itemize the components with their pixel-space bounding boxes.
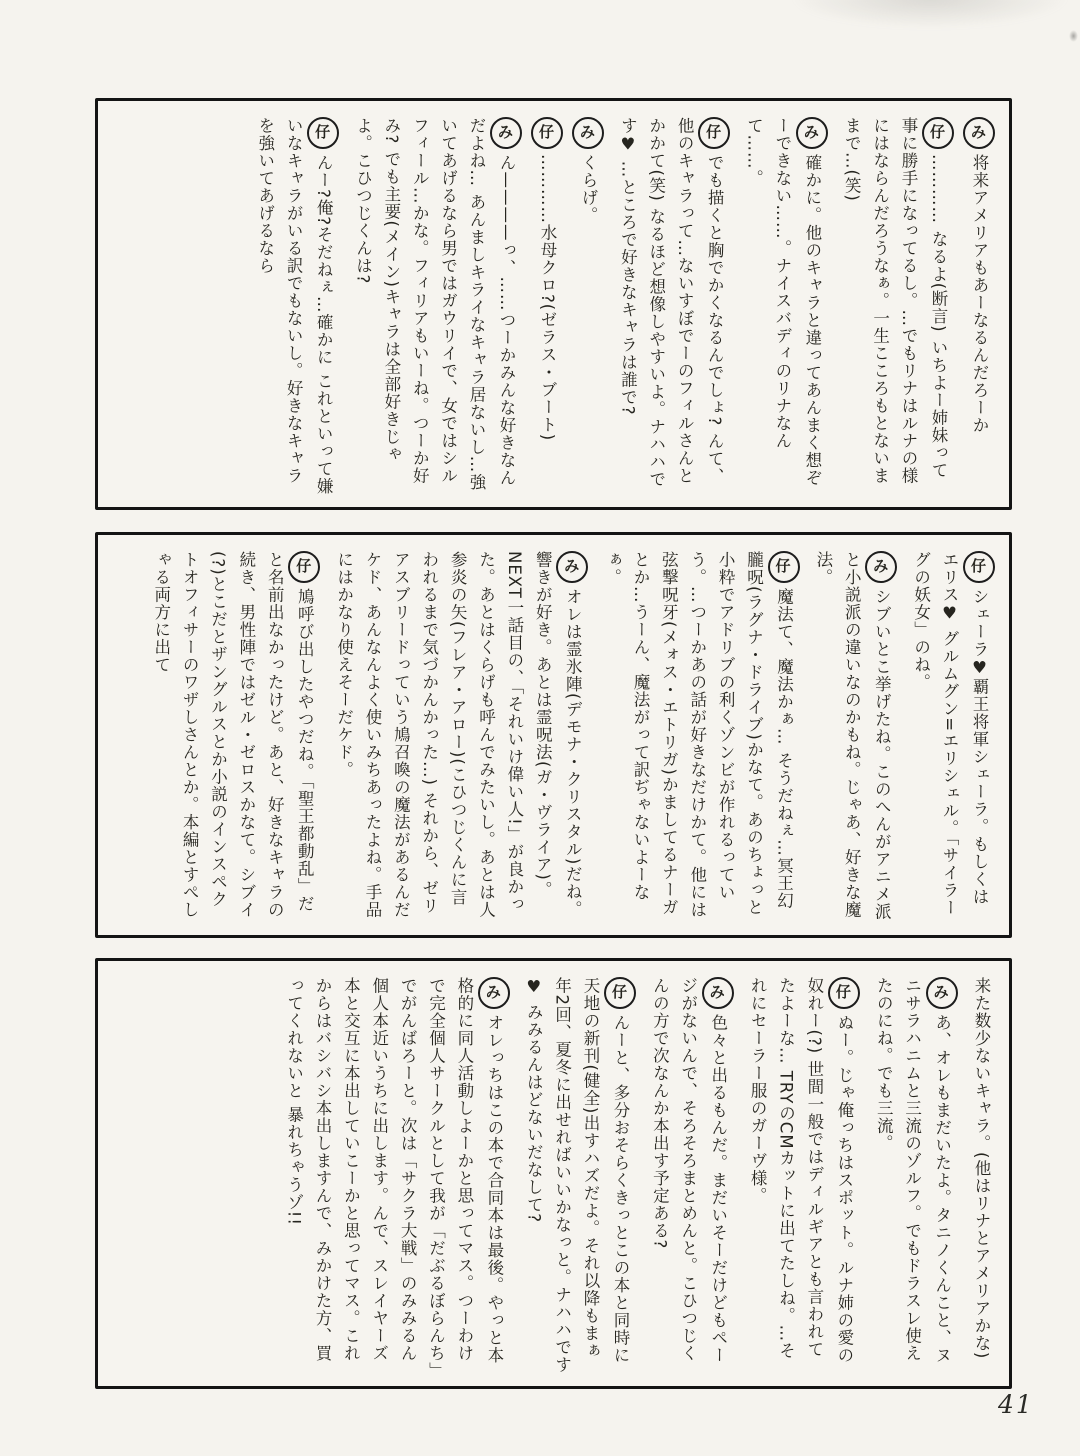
- speech-text: ………… なるよ(断言) いちよー姉妹って事に勝手になってるし。…でもリナはルナの様にはならんだろうなぁ。一生こころもとないままで…(笑): [842, 117, 948, 485]
- speaker-marker: み: [963, 117, 995, 149]
- speech-block: [279, 977, 510, 1374]
- scan-speck: [1069, 30, 1078, 42]
- speech-text: オレは霊氷陣(デモナ・クリスタル)だね。響きが好き。あとは霊呪法(ガ・ヴライア)。NEXT一話目の、「それいけ偉い人!」が良かった。あとはくらげも呼んでみたいし。あとは人参炎の矢(フレア・アロー)(こひつじくんに言われるまで気づかんかった…) それから、ゼリアスブリードっていう鳩召喚の魔法があるんだケド、あんなんよく使いみちあったよね。手品にはかなり使えそーだケド。: [334, 551, 583, 919]
- page-number: 41: [998, 1390, 1034, 1419]
- speaker-marker: 仔: [768, 551, 800, 583]
- speaker-marker: み: [478, 977, 510, 1009]
- speaker-marker: 仔: [531, 117, 563, 149]
- speech-block: [531, 117, 563, 495]
- speech-text: ん————っ、……つーかみんな好きなんだよね… あんましキライなキャラ居ないし…強いてあげるなら男ではガウリイで、女ではシルフィール…かな。フィリアもいーね。つーか好み? でも主要(メイン)キャラは全部好きじゃよ。こひつじくんは?: [353, 117, 516, 491]
- speech-block: [146, 551, 320, 923]
- speech-block: [519, 977, 636, 1374]
- speech-text: でも描くと胸でかくなるんでしょ? んて、他のキャラって…ないすぼでーのフィルさんとかかて(笑) なるほど想像しやすいよ。ナハハです♥ …ところで好きなキャラは誰で?: [618, 117, 725, 489]
- speech-text: んー?俺?そだねぇ…確かに これといって嫌いなキャラがいる訳でもないし。好きなキャラを強いてあげるなら: [255, 117, 334, 495]
- speech-text: 確かに。他のキャラと違ってあんまく想ぞーできない……。ナイスバディのリナなんて……。: [744, 117, 822, 487]
- speech-block: [572, 117, 604, 495]
- speech-text: 色々と出るもんだ。まだいそーだけどもページがないんで、そろそろまとめんと。こひつじくんの方で次なんか本出す予定ある?: [650, 977, 728, 1364]
- speech-text: 来た数少ないキャラ。(他はリナとアメリアかな): [972, 977, 991, 1360]
- speech-text: 将来アメリアもあーなるんだろーか: [970, 154, 989, 434]
- scan-smudge: [790, 0, 1070, 28]
- speech-block: [329, 551, 588, 923]
- speaker-marker: 仔: [307, 117, 339, 149]
- speaker-marker: 仔: [922, 117, 954, 149]
- speaker-marker: み: [926, 977, 958, 1009]
- speech-block: [869, 977, 958, 1374]
- speech-block: [739, 117, 828, 495]
- speaker-marker: 仔: [604, 977, 636, 1009]
- speaker-marker: み: [865, 551, 897, 583]
- speech-block: [906, 551, 995, 923]
- speech-block: [597, 551, 799, 923]
- speech-block: [967, 977, 995, 1374]
- speaker-marker: 仔: [963, 551, 995, 583]
- speaker-marker: み: [572, 117, 604, 149]
- speech-block: [837, 117, 954, 495]
- speech-block: [613, 117, 730, 495]
- speech-text: あ、オレもまだいたよ。タニノくんこと、ヌニサラハニムと三流のゾルフ。でもドラスレ使えたのにね。でも三流。: [874, 977, 952, 1364]
- speech-block: [645, 977, 734, 1374]
- speech-block: [250, 117, 339, 495]
- panel-3: [95, 958, 1012, 1389]
- speech-text: んーと、多分おそらくきっとこの本と同時に天地の新刊(健全)出すハズだよ。それ以降もまぁ年2回、夏冬に出せればいいかなっと。ナハハです♥ みみるんはどないだなして?: [524, 977, 630, 1374]
- speech-block: [809, 551, 898, 923]
- speech-text: シェーラ♥覇王将軍シェーラ。もしくは エリス♥ グルムグン=エリシェル。「サイラーグの妖女」のね。: [911, 551, 989, 917]
- speech-text: …………水母クロ?(ゼラス・ブート): [538, 154, 557, 442]
- speech-block: [743, 977, 860, 1374]
- speech-block: [963, 117, 995, 495]
- speech-text: くらげ。: [579, 154, 598, 224]
- speech-text: ぬー。じゃ俺っちはスポット。ルナ姉の愛の奴れー(?) 世間一般ではディルギアとも言われてたよーな… TRYのCMカットに出てたしね。…それにセーラー服のガーヴ様。: [748, 977, 854, 1364]
- panel-1: [95, 98, 1012, 510]
- speech-text: シブいとこ挙げたね。このへんがアニメ派と小説派の違いなのかもね。じゃあ、好きな魔法。: [813, 551, 892, 921]
- speaker-marker: み: [796, 117, 828, 149]
- speaker-marker: 仔: [288, 551, 320, 583]
- speech-text: オレっちはこの本で合同本は最後。やっと本格的に同人活動しよーかと思ってマス。つーわけで完全個人サークルとして我が「だぶるぼらんち」でがんばろーと。次は「サクラ大戦」のみみるん個人本近いうちに出します。んで、スレイヤーズ本と交互に本出していこーかと思ってマス。これからはバシバシ本出しますんで、みかけた方、買ってくれないと 暴れちゃうゾ!!: [284, 977, 504, 1372]
- speech-block: [348, 117, 522, 495]
- speech-text: 魔法て、魔法かぁ… そうだねぇ…冥王幻朧呪(ラグナ・ドライブ)かなて。あのちょっと小粋でアドリブの利くゾンビが作れるっていう。…つーかあの話が好きなだけかて。他には弦撃呪牙(メォス・エトリガ)かましてるナーガとか…うーん、魔法がって訳ぢゃないよーなぁ。: [602, 551, 794, 919]
- speaker-marker: 仔: [698, 117, 730, 149]
- speech-text: 鳩呼び出したやつだね。「聖王都動乱」だと名前出なかったけど。あと、好きなキャラの続き、男性陣ではゼル・ゼロスかなて。シブイ(?)とこだとザングルスとか小説のインスペクトオフィサーのワザしさんとか。本編とすぺしゃる両方に出て: [151, 551, 315, 919]
- speaker-marker: み: [556, 551, 588, 583]
- speaker-marker: み: [490, 117, 522, 149]
- speaker-marker: み: [702, 977, 734, 1009]
- panel-2: [95, 532, 1012, 938]
- speaker-marker: 仔: [828, 977, 860, 1009]
